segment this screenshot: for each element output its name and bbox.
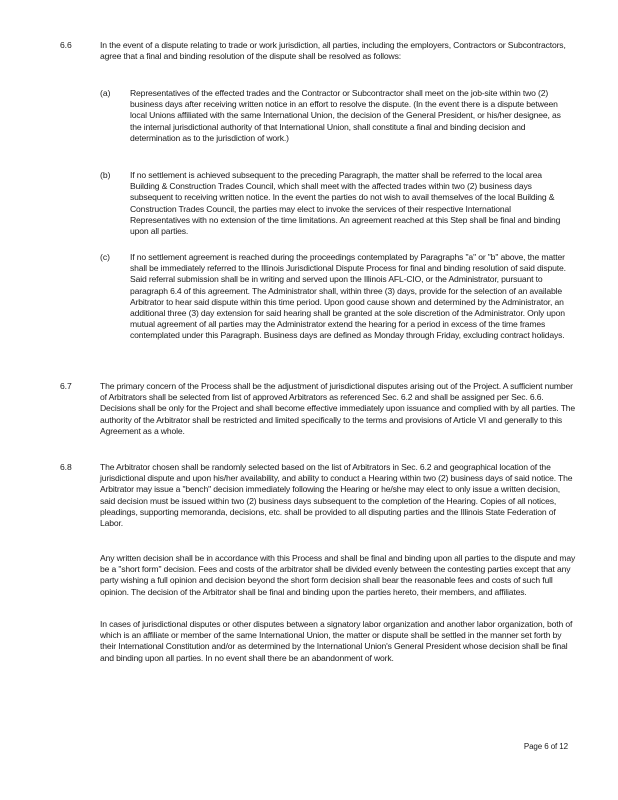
item-label: (c) — [100, 252, 111, 262]
item-label: (b) — [100, 170, 111, 180]
section-number: 6.8 — [60, 462, 72, 472]
section-number: 6.7 — [60, 381, 72, 391]
item-label: (a) — [100, 88, 111, 98]
item-text: If no settlement agreement is reached during the proceedings contemplated by Paragraphs "a" or "b" above, the matter shall be immediately referred to the Illinois Jurisdictional Dispute Process for final and binding resolution of said dispute. Said referral submission shall be in writing and served upon the Illinois AFL-CIO, or the Administrator, pursuant to paragraph 6.4 of this agreement. The Administrator shall, within three (3) days, provide for the selection of an available Arbitrator to hear said dispute within this time period. Upon good cause shown and determined by the Administrator, an additional three (3) day extension for said hearing shall be granted at the sole discretion of the Administrator. Only upon mutual agreement of all parties may the Administrator extend the hearing for a period in excess of the time frames contemplated under this Paragraph. Business days are defined as Monday through Friday, excluding contract holidays. — [130, 252, 566, 341]
section-paragraph-1: The Arbitrator chosen shall be randomly selected based on the list of Arbitrators in Sec. 6.2 and geographical location of the jurisdictional dispute and upon his/her availability, and ability to conduct a Hearing within two (2) business days of said notice. The Arbitrator may issue a "bench" decision immediately following the Hearing or he/she may elect to only issue a written decision, said decision must be issued within two (2) business days subsequent to the completion of the Hearing. Copies of all notices, pleadings, supporting memoranda, decisions, etc. shall be provided to all disputing parties and the Illinois State Federation of Labor. — [100, 462, 573, 529]
section-number: 6.6 — [60, 40, 72, 50]
item-text: Representatives of the effected trades and the Contractor or Subcontractor shall meet on the job-site within two (2) business days after receiving written notice in an effort to resolve the dispute. (In the event there is a dispute between local Unions affiliated with the same International Union, the decision of the General President, or his/her designee, as the internal jurisdictional authority of that International Union, shall constitute a final and binding decision and determination as to the jurisdiction of work.) — [130, 88, 561, 143]
section-intro: In the event of a dispute relating to trade or work jurisdiction, all parties, including the employers, Contractors or Subcontractors, agree that a final and binding resolution of the dispute shall be resolved as follows: — [100, 40, 566, 62]
section-paragraph-2: Any written decision shall be in accordance with this Process and shall be final and binding upon all parties to the dispute and may be a "short form" decision. Fees and costs of the arbitrator shall be divided evenly between the contesting parties except that any party wishing a full opinion and decision beyond the short form decision shall bear the reasonable fees and costs of such full opinion. The decision of the Arbitrator shall be final and binding upon the parties hereto, their members, and affiliates. — [100, 553, 576, 597]
item-text: If no settlement is achieved subsequent to the preceding Paragraph, the matter shall be referred to the local area Building & Construction Trades Council, which shall meet with the affected trades within two (2) business days subsequent to receiving written notice. In the event the parties do not wish to avail themselves of the local Building & Construction Trades Council, the parties may elect to invoke the services of their respective International Representatives with no extension of the time limitations. An agreement reached at this Step shall be final and binding upon all parties. — [130, 170, 561, 237]
section-paragraph-3: In cases of jurisdictional disputes or other disputes between a signatory labor organization and another labor organization, both of which is an affiliate or member of the same International Union, the matter or dispute shall be settled in the manner set forth by their International Constitution and/or as determined by the International Union's General President whose decision shall be final and binding upon all parties. In no event shall there be an abandonment of work. — [100, 619, 573, 663]
section-text: The primary concern of the Process shall be the adjustment of jurisdictional disputes arising out of the Project. A sufficient number of Arbitrators shall be selected from list of approved Arbitrators as referenced Sec. 6.2 and shall be assigned per Sec. 6.6. Decisions shall be only for the Project and shall become effective immediately upon issuance and complied with by all parties. The authority of the Arbitrator shall be restricted and limited specifically to the terms and provisions of Article VI and generally to this Agreement as a whole. — [100, 381, 576, 436]
page-number: Page 6 of 12 — [523, 742, 568, 751]
